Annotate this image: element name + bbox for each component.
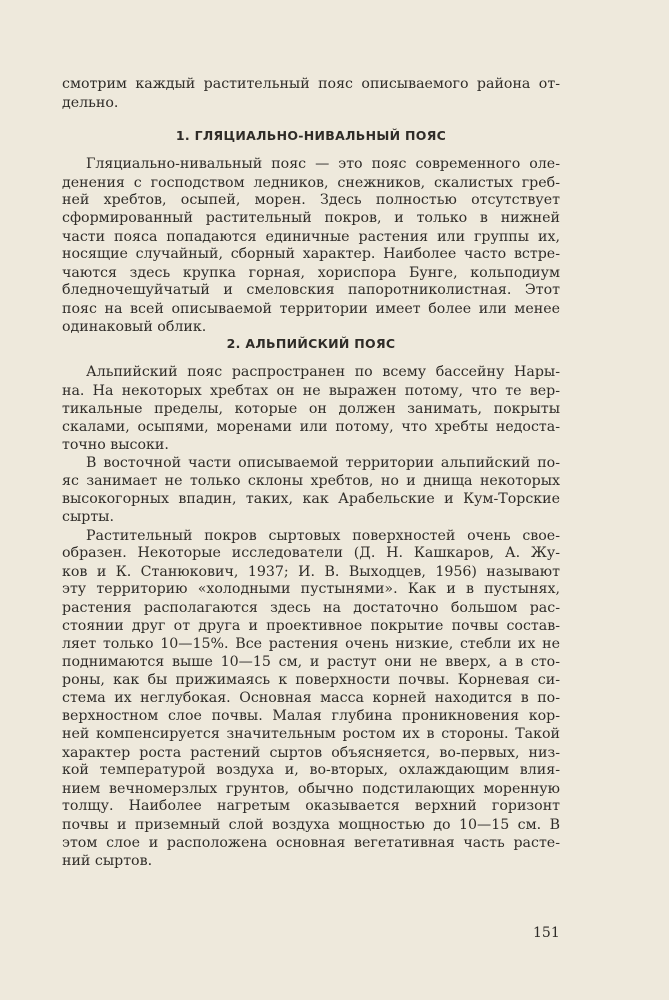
text-line: стоянии друг от друга и проективное покрытие почвы состав-: [62, 617, 560, 634]
text-line: ляет только 10—15%. Все растения очень низкие, стебли их не: [62, 636, 560, 653]
text-line: кой температурой воздуха и, во-вторых, охлаждающим влия-: [62, 762, 560, 779]
text-line: сформированный растительный покров, и только в нижней: [62, 210, 560, 227]
text-line: Растительный покров сыртовых поверхностей очень свое-: [86, 527, 560, 544]
text-line: ний сыртов.: [62, 853, 153, 869]
text-line: ков и К. Станюкович, 1937; И. В. Выходцев, 1956) называют: [62, 563, 560, 580]
text-line: поднимаются выше 10—15 см, и растут они не вверх, а в сто-: [62, 653, 560, 670]
text-line: образен. Некоторые исследователи (Д. Н. Кашкаров, А. Жу-: [62, 545, 560, 562]
text-line: носящие случайный, сборный характер. Наиболее часто встре-: [62, 246, 560, 263]
text-line: эту территорию «холодными пустынями». Как и в пустынях,: [62, 581, 560, 598]
text-line: ней хребтов, осыпей, морен. Здесь полностью отсутствует: [62, 192, 560, 209]
text-line: скалами, осыпями, моренами или потому, что хребты недоста-: [62, 419, 560, 436]
text-line: характер роста растений сыртов объясняется, во-первых, низ-: [62, 744, 560, 761]
text-line: нием вечномерзлых грунтов, обычно подстилающих моренную: [62, 780, 560, 797]
text-line: яс занимает не только склоны хребтов, но и днища некоторых: [62, 472, 560, 489]
text-line: этом слое и расположена основная вегетативная часть расте-: [62, 834, 560, 851]
text-line: части пояса попадаются единичные растения или группы их,: [62, 228, 560, 245]
text-line: пояс на всей описываемой территории имеет более или менее: [62, 300, 560, 317]
text-line: смотрим каждый растительный пояс описываемого района от-: [62, 76, 560, 92]
text-line: дельно.: [62, 94, 119, 111]
text-line: чаются здесь крупка горная, хориспора Бунге, кольподиум: [62, 264, 560, 281]
text-line: высокогорных впадин, таких, как Арабельские и Кум-Торские: [62, 491, 560, 508]
text-line: денения с господством ледников, снежников, скалистых греб-: [62, 174, 560, 191]
text-line: одинаковый облик.: [62, 318, 207, 335]
text-line: В восточной части описываемой территории альпийский по-: [86, 455, 560, 472]
section-heading: 2. АЛЬПИЙСКИЙ ПОЯС: [226, 336, 396, 351]
section-heading: 1. ГЛЯЦИАЛЬНО-НИВАЛЬНЫЙ ПОЯС: [175, 127, 447, 143]
text-line: верхностном слое почвы. Малая глубина проникновения кор-: [62, 708, 560, 725]
page-number: 151: [533, 925, 560, 941]
text-line: тикальные пределы, которые он должен занимать, покрыты: [62, 400, 560, 417]
text-line: на. На некоторых хребтах он не выражен потому, что те вер-: [62, 382, 560, 399]
text-line: толщу. Наиболее нагретым оказывается верхний горизонт: [62, 798, 560, 815]
text-line: Альпийский пояс распространен по всему бассейну Нары-: [86, 364, 560, 381]
text-line: бледночешуйчатый и смеловския папоротниколистная. Этот: [62, 282, 560, 299]
text-line: сырты.: [62, 509, 114, 526]
text-line: Гляциально-нивальный пояс — это пояс современного оле-: [86, 156, 560, 173]
text-line: стема их неглубокая. Основная масса корней находится в по-: [62, 689, 560, 706]
text-line: ней компенсируется значительным ростом их в стороны. Такой: [62, 726, 560, 742]
text-line: растения располагаются здесь на достаточно большом рас-: [62, 599, 560, 616]
text-line: почвы и приземный слой воздуха мощностью до 10—15 см. В: [62, 816, 560, 833]
text-line: роны, как бы прижимаясь к поверхности почвы. Корневая си-: [62, 672, 560, 689]
text-line: точно высоки.: [62, 436, 169, 453]
